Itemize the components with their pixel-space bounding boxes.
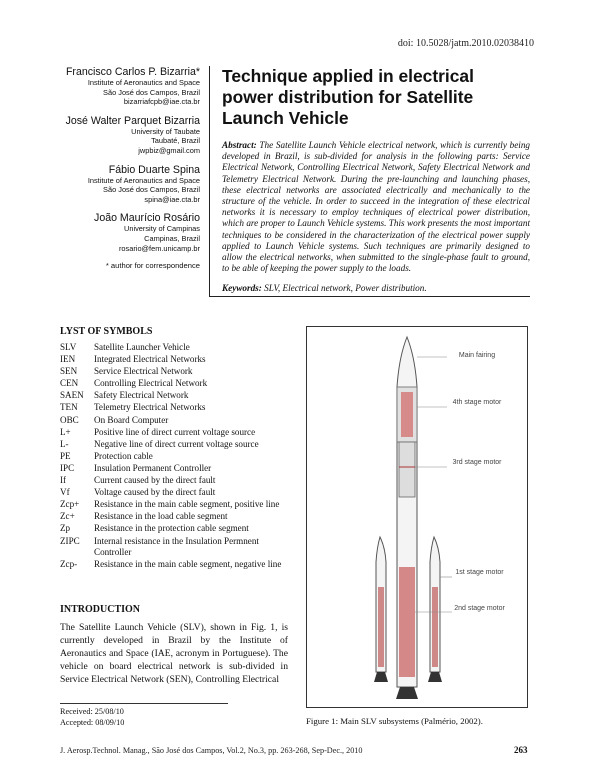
symbol-key: OBC (60, 414, 79, 425)
author-2 (14, 115, 200, 156)
symbol-row (60, 342, 288, 353)
symbol-key: SEN (60, 366, 78, 377)
symbol-definition: Resistance in the main cable segment, negative line (94, 558, 282, 569)
author-email: jwpbiz@gmail.com (138, 145, 200, 155)
author-institution: Institute of Aeronautics and Space (87, 175, 200, 185)
symbol-definition: Controlling Electrical Network (94, 378, 208, 389)
author-city: São José dos Campos, Brazil (103, 87, 200, 97)
page-number: 263 (514, 745, 528, 755)
author-city: Campinas, Brazil (144, 233, 200, 243)
symbol-definition: Voltage caused by the direct fault (94, 487, 216, 498)
author-1 (14, 66, 200, 107)
abstract-label: Abstract: (222, 140, 257, 150)
left-nozzle (374, 672, 388, 682)
symbol-row (60, 378, 288, 389)
symbol-row (60, 439, 288, 450)
abstract-text: The Satellite Launch Vehicle electrical network, which is currently being developed in Brazil, is sub-divided for analysis in the following parts: Service Electrical Network, Controlling Electrical Network, Safety Electrical Network and Telemetry Electrical Network. During the pre-launching and launching phases, these electrical networks are associated electrically and mechanically to the structure of the vehicle. In order to succeed in the integration of these electrical networks it is necessary to employ techniques of electrical power distribution, which are proper to Launch Vehicle systems. This work presents the most important techniques to be considered in the characterization of the electrical power supply applied to Launch Vehicle systems. Such techniques are primarily designed to allow the electrical networks, when submitted to the single-phase fault to ground, to be able of keeping the power supply to the loads. (222, 140, 531, 274)
author-email: bizarriafcpb@iae.cta.br (123, 97, 200, 107)
symbol-row (60, 427, 288, 438)
dates-note (60, 703, 228, 728)
symbol-row (60, 366, 288, 377)
symbols-heading: LYST OF SYMBOLS (60, 326, 153, 337)
symbol-key: ZIPC (60, 535, 80, 546)
horizontal-divider (209, 296, 530, 297)
symbol-key: IPC (60, 462, 75, 473)
author-3 (14, 164, 200, 205)
keywords-text: SLV, Electrical network, Power distribution. (264, 283, 427, 293)
symbol-definition: Negative line of direct current voltage source (94, 438, 259, 449)
symbol-key: CEN (60, 378, 79, 389)
symbol-definition: Positive line of direct current voltage source (94, 426, 256, 437)
vertical-divider (209, 66, 210, 296)
symbol-row (60, 511, 288, 522)
symbol-row (60, 499, 288, 510)
symbols-table (60, 342, 288, 571)
author-4 (14, 212, 200, 253)
symbol-row (60, 451, 288, 462)
label-3rd-stage: 3rd stage motor (452, 459, 502, 466)
symbol-key: Zc+ (60, 511, 75, 522)
symbol-definition: Satellite Launcher Vehicle (94, 342, 190, 352)
upper-stage-detail (401, 392, 413, 437)
symbol-key: If (60, 475, 67, 486)
figure-1 (306, 326, 528, 708)
accepted-date: Accepted: 08/09/10 (60, 718, 125, 727)
symbol-row (60, 487, 288, 498)
symbol-definition: Resistance in the load cable segment (94, 511, 228, 522)
symbol-definition: Integrated Electrical Networks (94, 354, 206, 365)
symbol-key: Zcp+ (60, 499, 80, 510)
symbol-definition: Insulation Permanent Controller (94, 462, 212, 473)
symbol-definition: Internal resistance in the Insulation Permnent Controller (94, 535, 259, 557)
figure-caption: Figure 1: Main SLV subsystems (Palmério, 2002). (306, 716, 483, 726)
author-institution: University of Taubate (131, 126, 200, 136)
symbol-key: PE (60, 450, 71, 461)
abstract (222, 140, 530, 274)
doi: doi: 10.5028/jatm.2010.02038410 (397, 38, 534, 49)
keywords-label: Keywords: (222, 283, 262, 293)
label-2nd-stage: 2nd stage motor (454, 605, 505, 612)
author-city: Taubaté, Brazil (151, 136, 200, 146)
core-lower-stage (399, 567, 415, 677)
author-name: João Maurício Rosário (94, 212, 200, 225)
symbol-row (60, 475, 288, 486)
symbol-key: L+ (60, 426, 71, 437)
symbol-row (60, 536, 288, 559)
keywords (222, 283, 530, 293)
right-nozzle (428, 672, 442, 682)
label-4th-stage: 4th stage motor (452, 399, 502, 406)
symbol-key: SAEN (60, 390, 84, 401)
symbol-definition: On Board Computer (94, 414, 169, 425)
rocket-illustration (307, 327, 527, 707)
correspondence-note: * author for correspondence (105, 261, 200, 271)
symbol-definition: Protection cable (94, 450, 153, 461)
author-name: Francisco Carlos P. Bizarria* (65, 66, 200, 78)
symbol-definition: Current caused by the direct fault (94, 475, 216, 486)
symbol-row (60, 354, 288, 365)
author-email: rosario@fem.unicamp.br (118, 243, 200, 253)
symbol-key: L- (60, 438, 69, 449)
symbol-definition: Resistance in the main cable segment, positive line (94, 499, 280, 510)
label-1st-stage: 1st stage motor (455, 569, 504, 576)
author-name: José Walter Parquet Bizarria (65, 114, 200, 127)
core-nozzle (396, 687, 418, 699)
author-institution: University of Campinas (124, 224, 200, 234)
symbol-row (60, 402, 288, 413)
symbol-definition: Telemetry Electrical Networks (94, 402, 206, 413)
symbol-key: Zcp- (60, 558, 78, 569)
paper-title: Technique applied in electrical power distribution for Satellite Launch Vehicle (222, 66, 474, 128)
introduction-heading: INTRODUCTION (60, 604, 141, 615)
symbol-key: SLV (60, 342, 77, 352)
author-email: spina@iae.cta.br (144, 194, 200, 204)
symbol-definition: Resistance in the protection cable segment (94, 523, 249, 534)
label-main-fairing: Main fairing (458, 352, 496, 359)
introduction-text: The Satellite Launch Vehicle (SLV), shown in Fig. 1, is currently developed in Brazil by the Institute of Aeronautics and Space (IAE, acronym in Portuguese). The vehicle on board electrical network is sub-divided in Service Electrical Network (SEN), Controlling Electrical (60, 622, 288, 686)
symbol-row (60, 559, 288, 570)
received-date: Received: 25/08/10 (60, 707, 124, 716)
symbol-key: IEN (60, 354, 76, 365)
symbol-row (60, 523, 288, 534)
author-institution: Institute of Aeronautics and Space (87, 78, 200, 87)
journal-footer: J. Aerosp.Technol. Manag., São José dos Campos, Vol.2, No.3, pp. 263-268, Sep-Dec., 2010 (60, 746, 363, 755)
symbol-key: Zp (60, 523, 71, 534)
symbol-row (60, 390, 288, 401)
author-city: São José dos Campos, Brazil (103, 185, 200, 195)
symbol-row (60, 463, 288, 474)
symbol-definition: Service Electrical Network (94, 366, 193, 377)
symbol-definition: Safety Electrical Network (94, 390, 189, 401)
symbol-row (60, 415, 288, 426)
symbol-key: TEN (60, 402, 78, 413)
symbol-key: Vf (60, 487, 70, 498)
author-list (14, 66, 200, 270)
third-stage (399, 442, 415, 497)
author-name: Fábio Duarte Spina (108, 163, 200, 176)
